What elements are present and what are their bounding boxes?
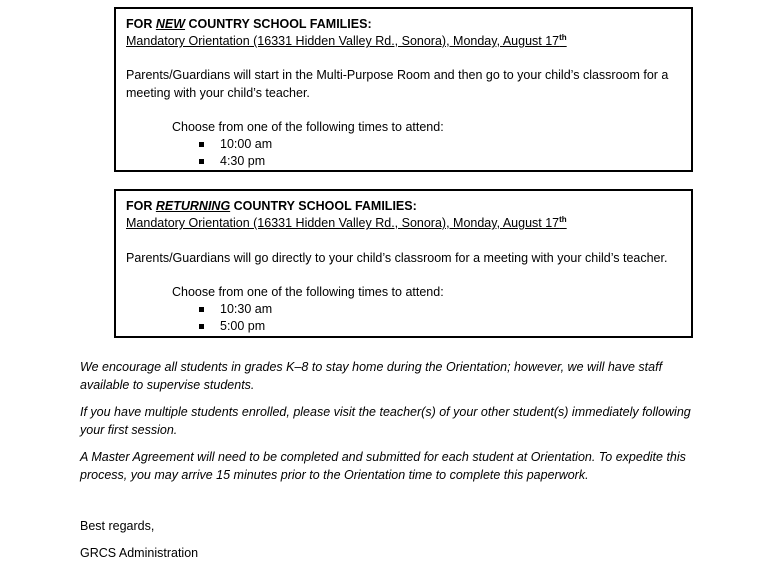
signature: GRCS Administration (80, 546, 199, 560)
note-stay-home: We encourage all students in grades K–8 to stay home during the Orientation; however, we will have staff available to supervise students. (80, 360, 663, 392)
bullet-icon (199, 142, 204, 147)
bullet-icon (199, 307, 204, 312)
new-families-times-list (126, 136, 681, 170)
new-families-times-intro: Choose from one of the following times to attend: (172, 120, 444, 134)
time-option: 4:30 pm (126, 153, 681, 170)
note-multiple-students: If you have multiple students enrolled, please visit the teacher(s) of your other student(s) immediately following your first session. (80, 405, 691, 437)
bullet-icon (199, 159, 204, 164)
closing: Best regards, (80, 519, 155, 533)
returning-families-times-intro: Choose from one of the following times to attend: (172, 285, 444, 299)
note-master-agreement: A Master Agreement will need to be completed and submitted for each student at Orientation. To expedite this process, you may arrive 15 minutes prior to the Orientation time to complete this paperwork. (80, 450, 686, 482)
new-families-orientation-line: Mandatory Orientation (16331 Hidden Valley Rd., Sonora), Monday, August 17th (126, 33, 567, 48)
returning-families-times-list (126, 301, 681, 335)
returning-families-box (114, 189, 693, 338)
returning-families-heading: FOR RETURNING COUNTRY SCHOOL FAMILIES: (126, 199, 417, 213)
time-option: 5:00 pm (126, 318, 681, 335)
time-option: 10:30 am (126, 301, 681, 318)
new-families-heading: FOR NEW COUNTRY SCHOOL FAMILIES: (126, 17, 372, 31)
new-families-box (114, 7, 693, 172)
new-families-paragraph: Parents/Guardians will start in the Multi-Purpose Room and then go to your child’s classroom for a meeting with your child’s teacher. (126, 68, 669, 100)
time-option: 10:00 am (126, 136, 681, 153)
returning-families-orientation-line: Mandatory Orientation (16331 Hidden Valley Rd., Sonora), Monday, August 17th (126, 215, 567, 230)
bullet-icon (199, 324, 204, 329)
returning-families-paragraph: Parents/Guardians will go directly to your child’s classroom for a meeting with your child’s teacher. (126, 251, 668, 265)
